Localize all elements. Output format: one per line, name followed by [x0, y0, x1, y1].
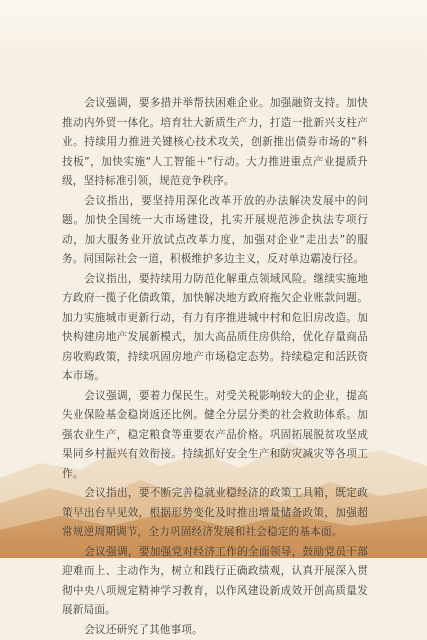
paragraph: 会议强调，要多措并举帮扶困难企业。加强融资支持。加快推动内外贸一体化。培育壮大新质生产力，打造一批新兴支柱产业。持续用力推进关键核心技术攻关，创新推出债券市场的“科技板”，加快实施“人工智能＋”行动。大力推进重点产业提质升级，坚持标准引领，规范竞争秩序。	[62, 94, 368, 192]
paragraph: 会议强调，要加强党对经济工作的全面领导，鼓励党员干部迎难而上、主动作为，树立和践行正确政绩观，认真开展深入贯彻中央八项规定精神学习教育，以作风建设新成效开创高质量发展新局面。	[62, 543, 368, 621]
paragraph: 会议强调，要着力保民生。对受关税影响较大的企业，提高失业保险基金稳岗返还比例。健全分层分类的社会救助体系。加强农业生产，稳定粮食等重要农产品价格。巩固拓展脱贫攻坚成果同乡村振兴有效衔接。持续抓好安全生产和防灾减灾等各项工作。	[62, 387, 368, 485]
paragraph: 会议还研究了其他事项。	[62, 621, 368, 640]
article-body	[62, 94, 368, 640]
paragraph: 会议指出，要不断完善稳就业稳经济的政策工具箱，既定政策早出台早见效，根据形势变化及时推出增量储备政策，加强超常规逆周期调节，全力巩固经济发展和社会稳定的基本面。	[62, 484, 368, 543]
page-background	[0, 0, 427, 60]
paragraph: 会议指出，要坚持用深化改革开放的办法解决发展中的问题。加快全国统一大市场建设，扎实开展规范涉企执法专项行动，加大服务业开放试点改革力度，加强对企业“走出去”的服务。同国际社会一道，积极维护多边主义，反对单边霸凌行径。	[62, 192, 368, 270]
paragraph: 会议指出，要持续用力防范化解重点领域风险。继续实施地方政府一揽子化债政策，加快解决地方政府拖欠企业账款问题。加力实施城市更新行动，有力有序推进城中村和危旧房改造。加快构建房地产发展新模式，加大高品质住房供给，优化存量商品房收购政策，持续巩固房地产市场稳定态势。持续稳定和活跃资本市场。	[62, 270, 368, 387]
